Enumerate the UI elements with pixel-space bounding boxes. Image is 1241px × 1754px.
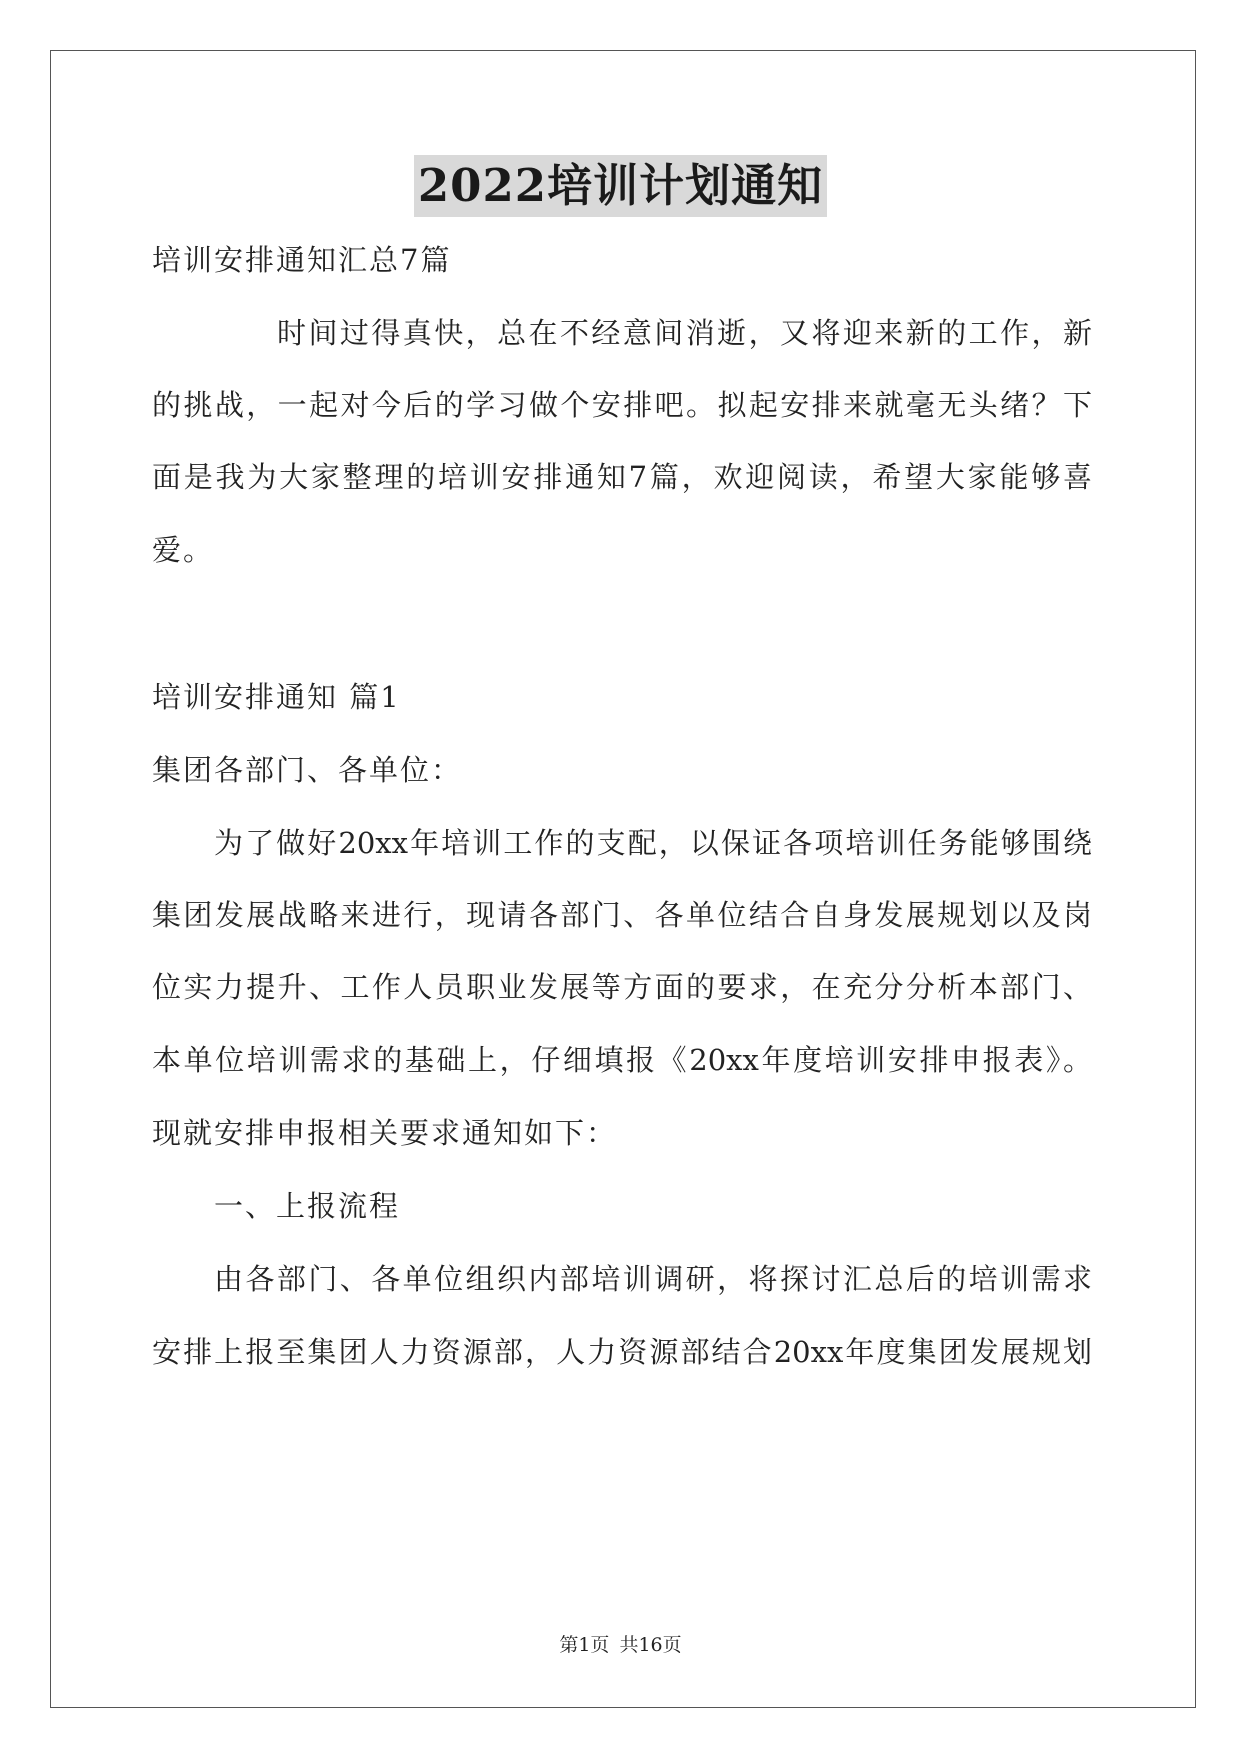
body-line-2: 集团发展战略来进行，现请各部门、各单位结合自身发展规划以及岗 <box>152 898 1092 932</box>
body-line-5: 现就安排申报相关要求通知如下： <box>152 1116 618 1150</box>
intro-line-2: 的挑战，一起对今后的学习做个安排吧。拟起安排来就毫无头绪？下 <box>152 388 1092 422</box>
intro-line-1: 时间过得真快，总在不经意间消逝，又将迎来新的工作，新 <box>277 316 1092 350</box>
subtitle-line: 培训安排通知汇总7篇 <box>152 243 452 277</box>
page-total: 共16页 <box>619 1634 682 1656</box>
body-line-1: 为了做好20xx年培训工作的支配，以保证各项培训任务能够围绕 <box>214 826 1092 860</box>
page-number: 第1页 <box>559 1634 610 1656</box>
body-line-3: 位实力提升、工作人员职业发展等方面的要求，在充分分析本部门、 <box>152 970 1092 1004</box>
title-container <box>0 155 1241 217</box>
body-line-6: 由各部门、各单位组织内部培训调研，将探讨汇总后的培训需求 <box>214 1262 1092 1296</box>
page-footer <box>0 1630 1241 1657</box>
section-heading: 培训安排通知 篇1 <box>152 680 401 714</box>
body-line-7: 安排上报至集团人力资源部，人力资源部结合20xx年度集团发展规划 <box>152 1335 1092 1369</box>
page-border <box>50 50 1196 1708</box>
document-title: 2022培训计划通知 <box>414 155 827 217</box>
subsection-heading: 一、上报流程 <box>214 1189 401 1223</box>
intro-line-3: 面是我为大家整理的培训安排通知7篇，欢迎阅读，希望大家能够喜 <box>152 460 1092 494</box>
salutation: 集团各部门、各单位： <box>152 753 463 787</box>
body-line-4: 本单位培训需求的基础上，仔细填报《20xx年度培训安排申报表》。 <box>152 1043 1092 1077</box>
intro-line-4: 爱。 <box>152 533 215 567</box>
